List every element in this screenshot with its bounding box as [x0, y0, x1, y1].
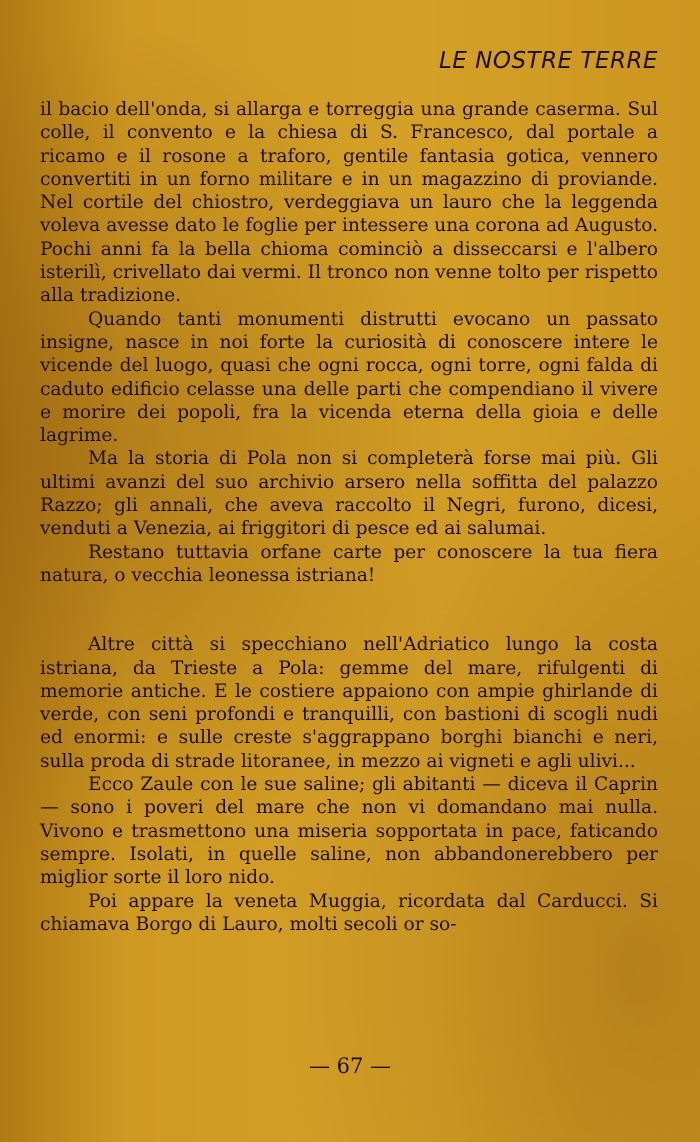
body-text — [40, 98, 658, 936]
running-head: LE NOSTRE TERRE — [438, 48, 658, 74]
paragraph-section-start: Altre città si specchiano nell'Adriatico lungo la costa istriana, da Trieste a Pola: gemme del mare, rifulgenti di memorie antiche. E le costiere appaiono con ampie ghirlande di verde, con seni profondi e tranquilli, con bastioni di scogli nudi ed enormi: e sulle creste s'aggrappano borghi bianchi e neri, sulla proda di strade litoranee, in mezzo ai vigneti e agli ulivi... — [40, 634, 658, 772]
page-number: — 67 — — [308, 1054, 392, 1078]
paragraph: Ma la storia di Pola non si completerà forse mai più. Gli ultimi avanzi del suo archivio arsero nella soffitta del palazzo Razzo; gli annali, che aveva raccolto il Negri, furono, dicesi, venduti a Venezia, ai friggitori di pesce ed ai salumai. — [40, 448, 658, 540]
paragraph-continued: il bacio dell'onda, si allarga e torreggia una grande caserma. Sul colle, il convento e la chiesa di S. Francesco, dal portale a ricamo e il rosone a traforo, gentile fantasia gotica, vennero convertiti in un forno militare e in un magazzino di proviande. Nel cortile del chiostro, verdeggiava un lauro che la leggenda voleva avesse dato le foglie per intessere una corona ad Augusto. Pochi anni fa la bella chioma cominciò a disseccarsi e l'albero isterilì, crivellato dai vermi. Il tronco non venne tolto per rispetto alla tradizione. — [40, 99, 658, 307]
paragraph: Poi appare la veneta Muggia, ricordata dal Carducci. Si chiamava Borgo di Lauro, molti secoli or so- — [40, 890, 658, 935]
paragraph: Restano tuttavia orfane carte per conoscere la tua fiera natura, o vecchia leonessa istriana! — [40, 541, 658, 586]
paragraph: Quando tanti monumenti distrutti evocano un passato insigne, nasce in noi forte la curiosità di conoscere intere le vicende del luogo, quasi che ogni rocca, ogni torre, ogni falda di caduto edificio celasse una delle parti che compendiano il vivere e morire dei popoli, fra la vicenda eterna della gioia e delle lagrime. — [40, 308, 658, 447]
paragraph: Ecco Zaule con le sue saline; gli abitanti — diceva il Caprin — sono i poveri del mare che non vi domandano mai nulla. Vivono e trasmettono una miseria sopportata in pace, faticando sempre. Isolati, in quelle saline, non abbandonerebbero per miglior sorte il loro nido. — [40, 774, 658, 889]
